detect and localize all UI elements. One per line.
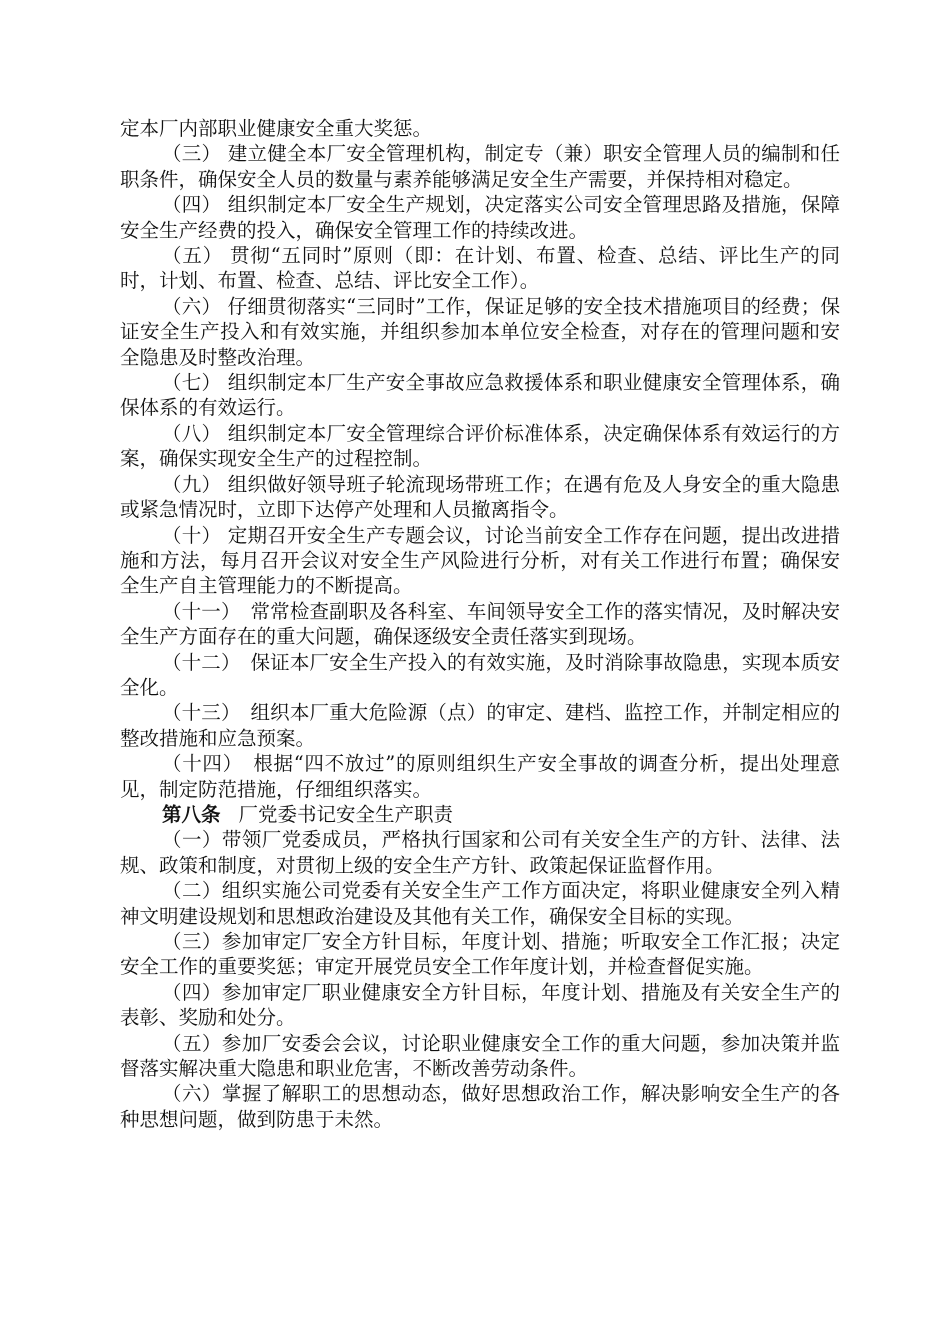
paragraph-item-14: （十四） 根据“四不放过”的原则组织生产安全事故的调查分析，提出处理意见，制定防范措施，仔细组织落实。 (120, 752, 840, 801)
article-paragraph-4: （四）参加审定厂职业健康安全方针目标，年度计划、措施及有关安全生产的表彰、奖励和处分。 (120, 980, 840, 1030)
paragraph-item-7: （七） 组织制定本厂生产安全事故应急救援体系和职业健康安全管理体系，确保体系的有效运行。 (120, 371, 840, 420)
document-body (120, 116, 840, 1132)
paragraph-item-8: （八） 组织制定本厂安全管理综合评价标准体系，决定确保体系有效运行的方案，确保实现安全生产的过程控制。 (120, 421, 840, 471)
paragraph-item-11: （十一） 常常检查副职及各科室、车间领导安全工作的落实情况，及时解决安全生产方面存在的重大问题，确保逐级安全责任落实到现场。 (120, 599, 840, 649)
paragraph-item-3: （三） 建立健全本厂安全管理机构，制定专（兼）职安全管理人员的编制和任职条件，确保安全人员的数量与素养能够满足安全生产需要，并保持相对稳定。 (120, 142, 840, 191)
paragraph-item-10: （十） 定期召开安全生产专题会议，讨论当前安全工作存在问题，提出改进措施和方法，每月召开会议对安全生产风险进行分析，对有关工作进行布置；确保安全生产自主管理能力的不断提高。 (120, 523, 840, 598)
article-paragraph-6: （六）掌握了解职工的思想动态，做好思想政治工作，解决影响安全生产的各种思想问题，做到防患于未然。 (120, 1082, 840, 1131)
paragraph-item-13: （十三） 组织本厂重大危险源（点）的审定、建档、监控工作，并制定相应的整改措施和应急预案。 (120, 701, 840, 750)
article-paragraph-2: （二）组织实施公司党委有关安全生产工作方面决定，将职业健康安全列入精神文明建设规划和思想政治建设及其他有关工作，确保安全目标的实现。 (120, 879, 840, 928)
article-paragraph-3: （三）参加审定厂安全方针目标，年度计划、措施；听取安全工作汇报；决定安全工作的重要奖惩；审定开展党员安全工作年度计划，并检查督促实施。 (120, 930, 840, 979)
paragraph-item-4: （四） 组织制定本厂安全生产规划，决定落实公司安全管理思路及措施，保障安全生产经费的投入，确保安全管理工作的持续改进。 (120, 193, 840, 242)
article-title: 厂党委书记安全生产职责 (238, 802, 454, 826)
article-paragraph-5: （五）参加厂安委会会议，讨论职业健康安全工作的重大问题，参加决策并监督落实解决重大隐患和职业危害，不断改善劳动条件。 (120, 1031, 840, 1081)
article-paragraph-1: （一）带领厂党委成员，严格执行国家和公司有关安全生产的方针、法律、法规、政策和制度，对贯彻上级的安全生产方针、政策起保证监督作用。 (120, 828, 840, 877)
paragraph-item-12: （十二） 保证本厂安全生产投入的有效实施，及时消除事故隐患，实现本质安全化。 (120, 650, 840, 699)
article-number: 第八条 (162, 802, 221, 826)
paragraph-continuation: 定本厂内部职业健康安全重大奖惩。 (120, 117, 433, 140)
paragraph-item-9: （九） 组织做好领导班子轮流现场带班工作；在遇有危及人身安全的重大隐患或紧急情况时，立即下达停产处理和人员撤离指令。 (120, 472, 840, 522)
paragraph-item-5: （五） 贯彻“五同时”原则（即：在计划、布置、检查、总结、评比生产的同时，计划、布置、检查、总结、评比安全工作）。 (120, 244, 840, 293)
article-heading (120, 802, 840, 827)
paragraph-item-6: （六） 仔细贯彻落实“三同时”工作，保证足够的安全技术措施项目的经费；保证安全生产投入和有效实施，并组织参加本单位安全检查，对存在的管理问题和安全隐患及时整改治理。 (120, 294, 840, 369)
